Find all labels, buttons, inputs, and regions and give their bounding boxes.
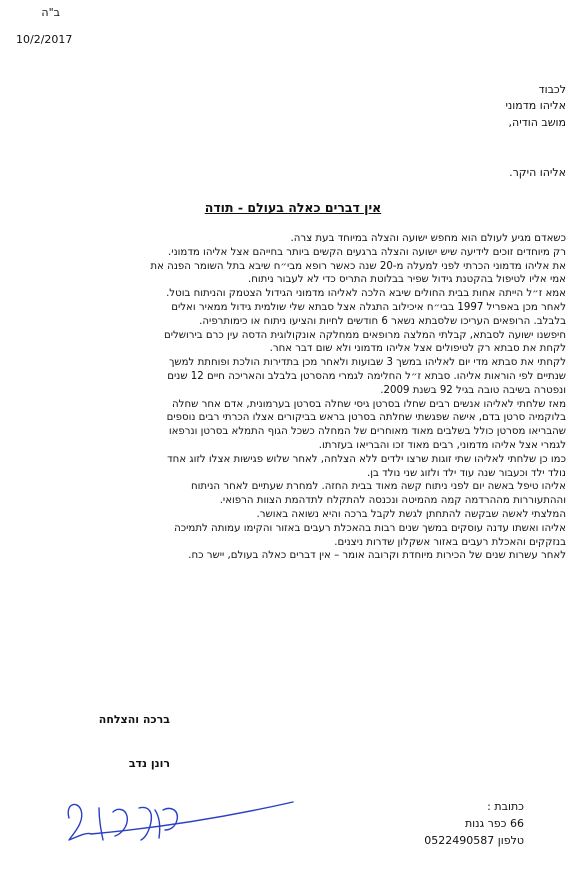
letter-date: 10/2/2017: [16, 33, 73, 46]
closing-greeting: ברכה והצלחה: [98, 713, 170, 726]
body-line: שהבריאו מסרטן כולל בשלבים מאוד מאוחרים של המחלה כשכל הגוף התמלא בסרטן ונרפאו: [168, 426, 566, 438]
body-line: חיפשנו ישועה לסבתא, קבלתי המלצה מרופאים ממחלקה אונקולוגית הדסה עין כרם בירושלים: [163, 329, 566, 341]
body-line: בלוקמיה סרטן בדם, אישה שפגשתי שחלתה בסרטן בראש בביקורים אצלו הכרתי רבים נוספים: [166, 412, 566, 424]
recipient-line-3: מושב הודיה,: [508, 116, 566, 129]
body-line: מאז שלחתי לאליהו אנשים רבים שחלו בסרטן גיסי שחלה בסרטן בערמונית, אדם אחר שחלה: [172, 398, 566, 410]
handwritten-signature: [55, 790, 295, 852]
body-line: בנזקקים והאכלת רעבים באזור אשקלון שדרות ניצנים.: [334, 536, 566, 548]
body-line: אמי אליו לטיפול בהקטנת גידול שפיר בבלוטת התריס כדי לא לעבור ניתוח.: [247, 274, 566, 286]
address-phone: טלפון 0522490587: [424, 834, 524, 847]
body-line: בלבלב. הרופאים העריכו שלסבתא נשאר 6 חודשים לחיות והציעו ניתוח או כימותרפיה.: [199, 315, 566, 327]
recipient-line-2: אליהו מדמוני: [505, 99, 566, 112]
body-line: אליהו טיפל באשה יום לפני ניתוח קשה מאוד בבית החזה. למחרת שעתיים לאחר הניתוח: [190, 481, 566, 493]
recipient-line-1: לכבוד: [538, 83, 566, 96]
body-line: שנתיים לפי הוראות אליהו. סבתא ז״ל החלימה לגמרי מהסרטן בלבלב והאריכה חיים 12 שנים: [167, 370, 566, 382]
body-line: כשאדם מגיע לעולם הוא מחפש ישועה והצלה במיוחד בעת צרה.: [290, 233, 566, 244]
body-line: לקחת את סבתא רק לטיפולים אצל אליהו מדמוני ולא שום דבר אחר.: [269, 343, 566, 355]
bh-mark: ב"ה: [41, 6, 60, 19]
body-line: נולד ילד וכעבור שנה עוד ילד ולזוג שני נולד בן.: [367, 467, 566, 479]
body-line: את אליהו מדמוני הכרתי לפני למעלה מ-20 שנה כאשר רופא מבי״ח שיבא בתל השומר הפנה את: [150, 260, 566, 272]
body-line: לאחר מכן באפריל 1997 בבי״ח איכילוב התגלה אצל סבתא שלי שולמית גידול ממאיר ואלים: [171, 301, 566, 313]
body-line: לגמרי אצל אליהו מדמוני, רבים מאוד זכו והבריאו בעזרתו.: [318, 439, 566, 451]
body-line: לקחתי את סבתא מדי יום לאליהו במשך 3 שבועות ולאחר מכן בתדירות הולכת ופוחתת למשך: [168, 357, 566, 369]
body-line: אמא ז״ל הייתה אחות בבית החולים שיבא הלכה לאליהו מדמוני הגידול הצטמק והניתוח בוטל.: [166, 288, 566, 300]
address-label: כתובת :: [487, 800, 524, 813]
body-line: המלצתי לאשה שבקשה להתחתן לגשת לקבל ברכה והיא נשואה באושר.: [256, 508, 566, 520]
body-line: לאחר עשרות שנים של הכירות מיוחדת וקרובה אומר – אין דברים כאלה בעולם, יישר כח.: [188, 550, 566, 562]
body-line: וההתעוררות מההרדמה קמה מהמיטה ונכנסה להתקלח לתדהמת הצוות הרפואי.: [219, 495, 566, 507]
body-line: כמו כן שלחתי לאליהו שתי זוגות שרצו ילדים ללא הצלחה, לאחר שלוש פגישות אצלו לזוג אחד: [167, 453, 566, 465]
body-line: רק מיוחדים זוכים לידיעה שיש ישועה והצלה ברגעים הקשים ביותר בחייהם אצל אליהו מדמוני.: [168, 246, 566, 258]
letter-body: [16, 232, 566, 563]
body-line: אליהו ואשתו עדנה עוסקים במשך שנים רבות בהאכלת רעבים באזור והקימו עמותה לתמיכה: [174, 522, 566, 534]
letter-subject: אין דברים כאלה בעולם - תודה: [204, 200, 382, 215]
body-line: ונפטרה בשיבה טובה בגיל 92 בשנת 2009.: [380, 384, 566, 396]
signer-name: רונן נדב: [128, 757, 170, 770]
address-street: 66 כפר גנות: [464, 817, 524, 830]
salutation: אליהו היקר.: [509, 166, 566, 179]
